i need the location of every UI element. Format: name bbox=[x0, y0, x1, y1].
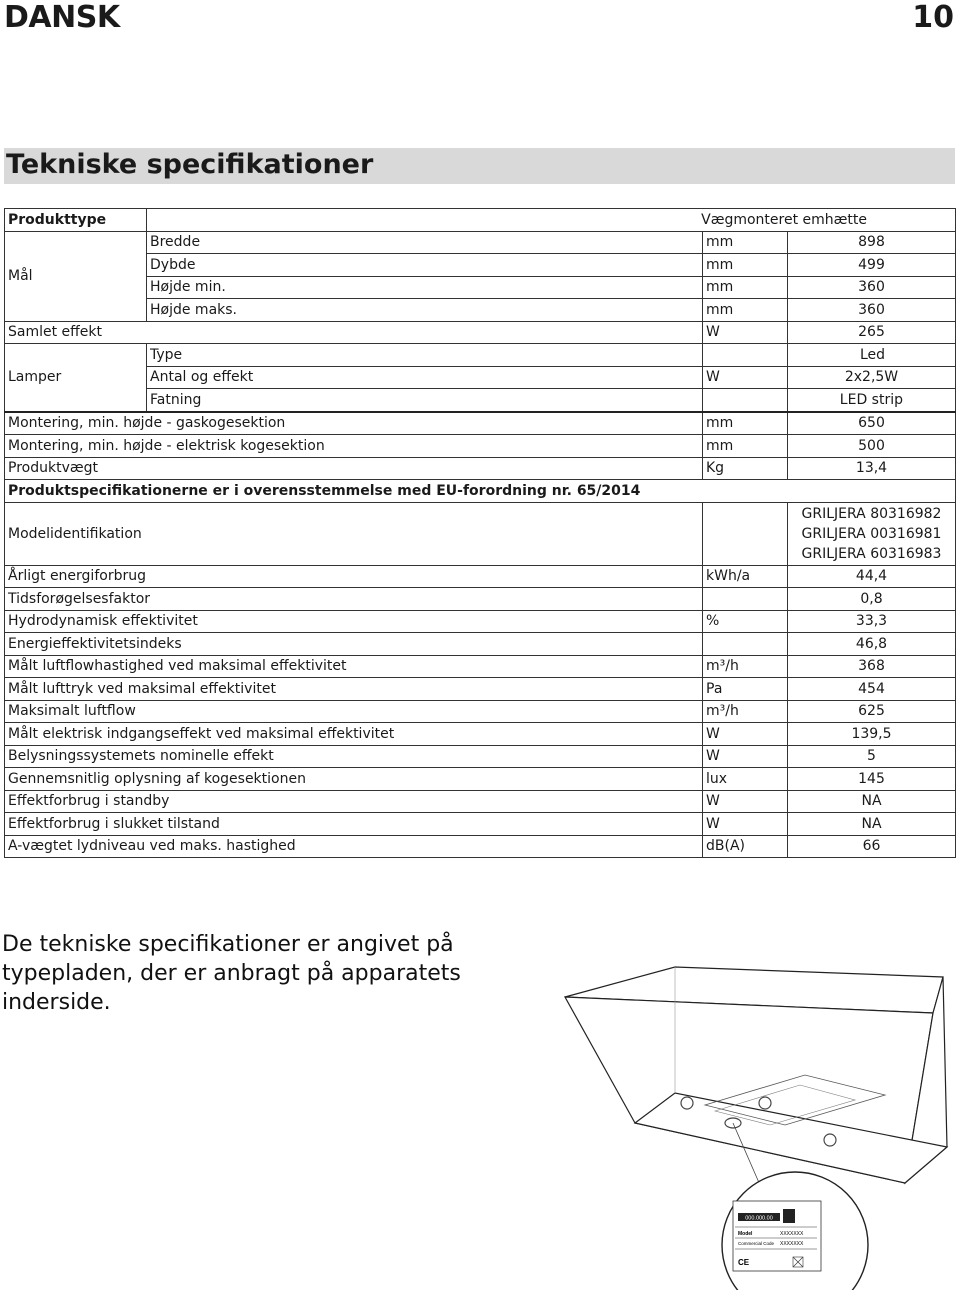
rating-plate-model-value: XXXXXXX bbox=[780, 1231, 804, 1237]
rating-plate-number: 000.000.00 bbox=[745, 1215, 773, 1222]
row-value: NA bbox=[788, 790, 956, 813]
table-row bbox=[5, 745, 956, 768]
product-type-value: Vægmonteret emhætte bbox=[147, 209, 956, 232]
row-value: 650 bbox=[788, 412, 956, 435]
rating-plate-code-value: XXXXXXX bbox=[780, 1241, 804, 1247]
row-label: Målt lufttryk ved maksimal effektivitet bbox=[5, 678, 703, 701]
row-unit: dB(A) bbox=[703, 835, 788, 858]
section-title: Tekniske specifikationer bbox=[6, 149, 374, 180]
dimensions-label: Mål bbox=[5, 231, 147, 321]
table-row bbox=[5, 768, 956, 791]
row-value: 33,3 bbox=[788, 610, 956, 633]
row-value: 13,4 bbox=[788, 457, 956, 480]
row-unit: lux bbox=[703, 768, 788, 791]
product-type-label: Produkttype bbox=[5, 209, 147, 232]
row-unit: kWh/a bbox=[703, 565, 788, 588]
row-unit: mm bbox=[703, 231, 788, 254]
row-value: 454 bbox=[788, 678, 956, 701]
row-value: 499 bbox=[788, 254, 956, 277]
row-label: Højde maks. bbox=[147, 299, 703, 322]
table-row bbox=[5, 610, 956, 633]
rating-plate-code-label: Commercial Code bbox=[738, 1241, 775, 1246]
table-row bbox=[5, 457, 956, 480]
row-label: Antal og effekt bbox=[147, 366, 703, 389]
row-label: Højde min. bbox=[147, 276, 703, 299]
table-row bbox=[5, 700, 956, 723]
table-row bbox=[5, 835, 956, 858]
table-row bbox=[5, 723, 956, 746]
rating-plate bbox=[733, 1201, 821, 1271]
table-row bbox=[5, 366, 956, 389]
row-unit: W bbox=[703, 790, 788, 813]
row-value: 0,8 bbox=[788, 588, 956, 611]
row-unit: m³/h bbox=[703, 655, 788, 678]
row-unit: W bbox=[703, 745, 788, 768]
row-label: Montering, min. højde - elektrisk kogesektion bbox=[5, 435, 703, 458]
row-label: Målt elektrisk indgangseffekt ved maksimal effektivitet bbox=[5, 723, 703, 746]
row-unit: mm bbox=[703, 299, 788, 322]
table-row bbox=[5, 276, 956, 299]
row-unit: Pa bbox=[703, 678, 788, 701]
row-label: Belysningssystemets nominelle effekt bbox=[5, 745, 703, 768]
table-row bbox=[5, 678, 956, 701]
row-value: 360 bbox=[788, 276, 956, 299]
model-id: GRILJERA 60316983 bbox=[801, 545, 942, 562]
row-unit: mm bbox=[703, 254, 788, 277]
row-unit bbox=[703, 633, 788, 656]
table-row bbox=[5, 209, 956, 232]
row-label: Årligt energiforbrug bbox=[5, 565, 703, 588]
row-unit bbox=[703, 588, 788, 611]
table-row bbox=[5, 655, 956, 678]
row-label: Energieffektivitetsindeks bbox=[5, 633, 703, 656]
row-label: Type bbox=[147, 344, 703, 367]
row-label: Effektforbrug i standby bbox=[5, 790, 703, 813]
row-value: 5 bbox=[788, 745, 956, 768]
table-row bbox=[5, 435, 956, 458]
row-value: 145 bbox=[788, 768, 956, 791]
hood-illustration bbox=[555, 925, 955, 1290]
row-label: Dybde bbox=[147, 254, 703, 277]
model-values bbox=[788, 502, 956, 565]
row-unit: W bbox=[703, 366, 788, 389]
row-value: 265 bbox=[788, 321, 956, 344]
row-label: Gennemsnitlig oplysning af kogesektionen bbox=[5, 768, 703, 791]
row-label: Effektforbrug i slukket tilstand bbox=[5, 813, 703, 836]
row-label: Hydrodynamisk effektivitet bbox=[5, 610, 703, 633]
row-value: NA bbox=[788, 813, 956, 836]
row-unit: mm bbox=[703, 435, 788, 458]
row-value: 360 bbox=[788, 299, 956, 322]
row-label: A-vægtet lydniveau ved maks. hastighed bbox=[5, 835, 703, 858]
row-value: LED strip bbox=[788, 389, 956, 412]
row-label: Maksimalt luftflow bbox=[5, 700, 703, 723]
language-label: DANSK bbox=[4, 0, 120, 35]
row-value: 44,4 bbox=[788, 565, 956, 588]
row-value: 898 bbox=[788, 231, 956, 254]
page-number: 10 bbox=[912, 0, 954, 35]
row-unit: mm bbox=[703, 412, 788, 435]
row-unit bbox=[703, 502, 788, 565]
typeplate-note: De tekniske specifikationer er angivet på typepladen, der er anbragt på apparatets inderside. bbox=[2, 932, 461, 1015]
row-label: Bredde bbox=[147, 231, 703, 254]
row-value: 500 bbox=[788, 435, 956, 458]
row-value: 2x2,5W bbox=[788, 366, 956, 389]
row-label: Produktvægt bbox=[5, 457, 703, 480]
table-row bbox=[5, 299, 956, 322]
spec-table bbox=[4, 208, 956, 858]
row-value: 46,8 bbox=[788, 633, 956, 656]
row-unit bbox=[703, 389, 788, 412]
table-row bbox=[5, 588, 956, 611]
row-unit: % bbox=[703, 610, 788, 633]
row-unit: mm bbox=[703, 276, 788, 299]
table-row bbox=[5, 633, 956, 656]
table-row bbox=[5, 231, 956, 254]
model-label: Modelidentifikation bbox=[5, 502, 703, 565]
model-id: GRILJERA 00316981 bbox=[801, 525, 942, 542]
table-row bbox=[5, 412, 956, 435]
table-row bbox=[5, 813, 956, 836]
lamps-label: Lamper bbox=[5, 344, 147, 412]
table-row bbox=[5, 790, 956, 813]
table-row bbox=[5, 321, 956, 344]
row-unit bbox=[703, 344, 788, 367]
section-title-bar bbox=[4, 148, 955, 184]
row-label: Samlet effekt bbox=[5, 321, 703, 344]
row-value: Led bbox=[788, 344, 956, 367]
row-unit: W bbox=[703, 813, 788, 836]
rating-plate-model-label: Model bbox=[738, 1231, 753, 1237]
row-unit: W bbox=[703, 723, 788, 746]
ce-mark: CE bbox=[738, 1258, 750, 1267]
table-row bbox=[5, 502, 956, 565]
row-label: Målt luftflowhastighed ved maksimal effektivitet bbox=[5, 655, 703, 678]
row-label: Fatning bbox=[147, 389, 703, 412]
row-unit: m³/h bbox=[703, 700, 788, 723]
row-unit: W bbox=[703, 321, 788, 344]
row-value: 66 bbox=[788, 835, 956, 858]
table-row bbox=[5, 254, 956, 277]
row-value: 139,5 bbox=[788, 723, 956, 746]
table-row bbox=[5, 344, 956, 367]
table-row bbox=[5, 565, 956, 588]
model-id: GRILJERA 80316982 bbox=[801, 505, 942, 522]
row-value: 368 bbox=[788, 655, 956, 678]
row-label: Montering, min. højde - gaskogesektion bbox=[5, 412, 703, 435]
regulation-note: Produktspecifikationerne er i overensstemmelse med EU-forordning nr. 65/2014 bbox=[5, 480, 956, 503]
row-label: Tidsforøgelsesfaktor bbox=[5, 588, 703, 611]
table-row bbox=[5, 480, 956, 503]
table-row bbox=[5, 389, 956, 412]
row-value: 625 bbox=[788, 700, 956, 723]
row-unit: Kg bbox=[703, 457, 788, 480]
